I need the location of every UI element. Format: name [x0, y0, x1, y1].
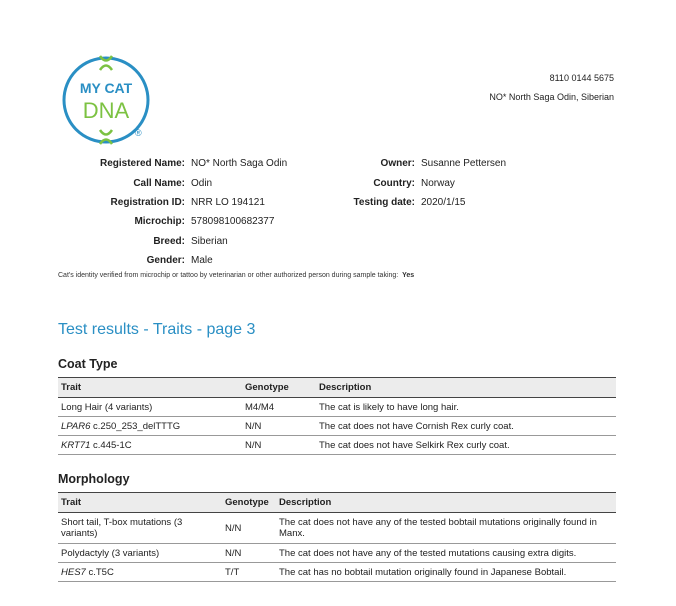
gene-name: KRT71: [61, 439, 91, 451]
trait-cell: [58, 417, 242, 436]
verification-text: Cat's identity verified from microchip or tattoo by veterinarian or other authorized person during sample taking:: [58, 272, 399, 279]
table-row: [58, 563, 616, 582]
gene-name: LPAR6: [61, 420, 91, 432]
owner-value: Susanne Pettersen: [421, 158, 507, 169]
genotype-cell: N/N: [222, 513, 276, 544]
section-title: Test results - Traits - page 3: [58, 321, 256, 338]
registered-name-label: Registered Name:: [99, 158, 185, 169]
testing-date-value: 2020/1/15: [421, 197, 466, 208]
coat-type-heading: Coat Type: [58, 357, 118, 371]
microchip-label: Microchip:: [134, 216, 185, 227]
verification-answer: Yes: [402, 272, 415, 279]
call-name-value: Odin: [191, 178, 213, 189]
registration-id-label: Registration ID:: [110, 197, 185, 208]
gene-name: HES7: [61, 566, 86, 578]
genotype-cell: N/N: [222, 544, 276, 563]
description-cell: The cat does not have Selkirk Rex curly coat.: [316, 436, 616, 455]
coat-type-table: [58, 377, 616, 455]
morphology-header-row: [58, 493, 616, 513]
call-name-label: Call Name:: [133, 178, 185, 189]
testing-date-label: Testing date:: [353, 197, 415, 208]
logo-text-dna: DNA: [82, 98, 130, 123]
table-row: [58, 398, 616, 417]
registered-name-value: NO* North Saga Odin: [191, 158, 288, 169]
description-cell: The cat is likely to have long hair.: [316, 398, 616, 417]
gender-value: Male: [191, 255, 213, 266]
morphology-heading: Morphology: [58, 472, 130, 486]
registered-mark: ®: [135, 128, 142, 138]
variant-name: c.250_253_delTTTG: [90, 420, 181, 432]
column-header-description: Description: [316, 378, 616, 398]
breed-value: Siberian: [191, 236, 228, 247]
column-header-description: Description: [276, 493, 616, 513]
registration-id-value: NRR LO 194121: [191, 197, 265, 208]
microchip-value: 578098100682377: [191, 216, 275, 227]
table-row: [58, 544, 616, 563]
description-cell: The cat does not have any of the tested mutations causing extra digits.: [276, 544, 616, 563]
trait-cell: [58, 563, 222, 582]
breed-label: Breed:: [153, 236, 185, 247]
owner-label: Owner:: [380, 158, 415, 169]
verification-note: [58, 272, 414, 279]
country-label: Country:: [373, 178, 415, 189]
trait-cell: Short tail, T-box mutations (3 variants): [58, 513, 222, 544]
report-cat-name: NO* North Saga Odin, Siberian: [489, 92, 614, 102]
table-row: [58, 417, 616, 436]
variant-name: c.445-1C: [90, 439, 132, 451]
trait-cell: Long Hair (4 variants): [58, 398, 242, 417]
column-header-genotype: Genotype: [222, 493, 276, 513]
trait-cell: Polydactyly (3 variants): [58, 544, 222, 563]
country-value: Norway: [421, 178, 455, 189]
morphology-table: [58, 492, 616, 582]
description-cell: The cat does not have any of the tested bobtail mutations originally found in Manx.: [276, 513, 616, 544]
genotype-cell: T/T: [222, 563, 276, 582]
report-number: 8110 0144 5675: [549, 73, 614, 83]
variant-name: c.T5C: [85, 566, 114, 578]
logo-text-mycat: MY CAT: [79, 80, 133, 96]
description-cell: The cat does not have Cornish Rex curly coat.: [316, 417, 616, 436]
column-header-genotype: Genotype: [242, 378, 316, 398]
genotype-cell: M4/M4: [242, 398, 316, 417]
trait-cell: [58, 436, 242, 455]
column-header-trait: Trait: [58, 493, 222, 513]
genotype-cell: N/N: [242, 417, 316, 436]
table-row: [58, 436, 616, 455]
description-cell: The cat has no bobtail mutation originally found in Japanese Bobtail.: [276, 563, 616, 582]
table-row: [58, 513, 616, 544]
gender-label: Gender:: [146, 255, 185, 266]
coat-type-header-row: [58, 378, 616, 398]
column-header-trait: Trait: [58, 378, 242, 398]
genotype-cell: N/N: [242, 436, 316, 455]
